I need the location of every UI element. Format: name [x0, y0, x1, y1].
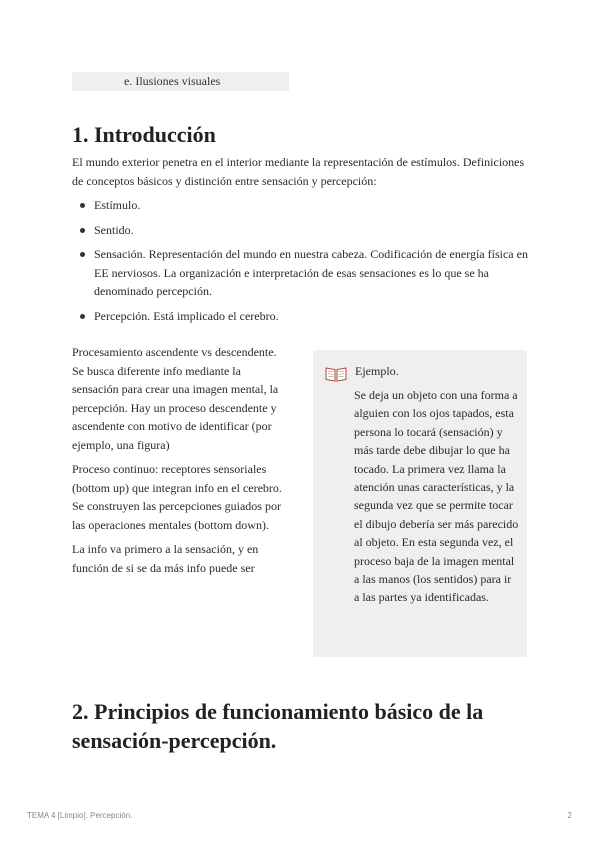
page-number: 2 — [567, 811, 572, 820]
body-column — [72, 343, 288, 583]
toc-item[interactable] — [72, 72, 289, 91]
definitions-list — [72, 196, 532, 331]
intro-paragraph: El mundo exterior penetra en el interior mediante la representación de estímulos. Definiciones de conceptos básicos y distinción entre sensación y percepción: — [72, 155, 525, 188]
toc-item-label: e. Ilusiones visuales — [124, 74, 221, 88]
list-item: Estímulo. — [72, 196, 532, 215]
example-body: Se deja un objeto con una forma a alguien con los ojos tapados, esta persona lo tocará (sensación) y más tarde debe dibujar lo que ha tocado. La primera vez llama la atención unas características, y la segunda vez que se permite tocar el dibujo debería ser más parecido al objeto. En esta segunda vez, el proceso baja de la imagen mental a las manos (los sentidos) para ir a las partes ya identificadas. — [354, 388, 519, 605]
list-item: Sensación. Representación del mundo en nuestra cabeza. Codificación de energía física en EE nerviosos. La organización e interpretación de esas sensaciones es lo que se ha denominado percepción. — [72, 245, 532, 301]
example-title: Ejemplo. — [355, 364, 399, 378]
footer-title: TEMA 4 [Limpio]. Percepción. — [27, 811, 133, 820]
example-callout — [313, 350, 527, 657]
list-item: Sentido. — [72, 221, 532, 240]
section-2-title: 2. Principios de funcionamiento básico de la sensación-percepción. — [72, 699, 484, 753]
paragraph: Proceso continuo: receptores sensoriales (bottom up) que integran info en el cerebro. Se construyen las percepciones guiados por las operaciones mentales (bottom down). — [72, 462, 282, 532]
paragraph: La info va primero a la sensación, y en función de si se da más info puede ser — [72, 542, 259, 575]
open-book-icon — [325, 366, 347, 382]
paragraph: Procesamiento ascendente vs descendente. Se busca diferente info mediante la sensación para crear una imagen mental, la percepción. Hay un proceso descendente y ascendente con motivo de identificar (por ejemplo, una figura) — [72, 345, 279, 452]
list-item: Percepción. Está implicado el cerebro. — [72, 307, 532, 326]
section-1-title: 1. Introducción — [72, 122, 216, 147]
